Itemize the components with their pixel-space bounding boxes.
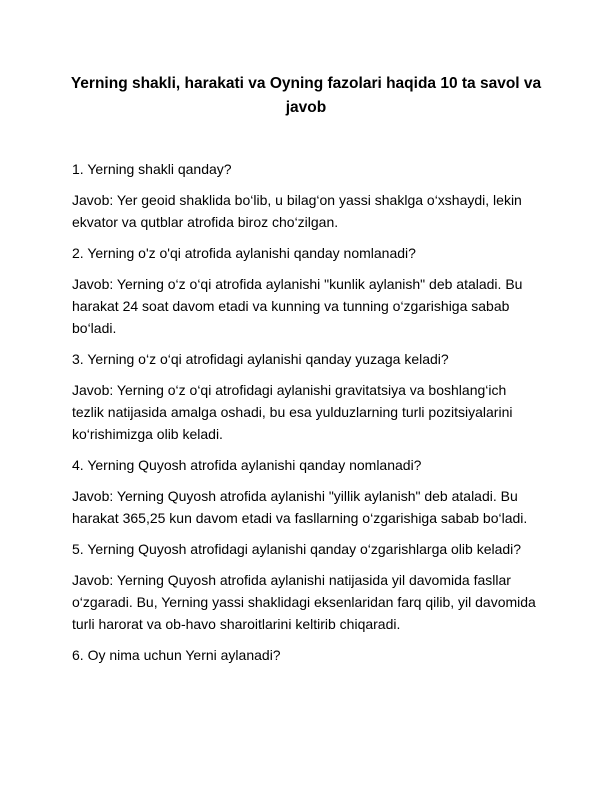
answer-5: Javob: Yerning Quyosh atrofida aylanishi natijasida yil davomida fasllar o‘zgaradi. Bu, Yerning yassi shaklidagi eksenlaridan farq qilib, yil davomida turli harorat va ob-havo sharoitlarini keltirib chiqaradi.	[72, 572, 536, 632]
question-1: 1. Yerning shakli qanday?	[72, 161, 232, 177]
answer-4: Javob: Yerning Quyosh atrofida aylanishi "yillik aylanish" deb ataladi. Bu harakat 365,25 kun davom etadi va fasllarning o‘zgarishiga sabab bo‘ladi.	[72, 488, 528, 526]
answer-1: Javob: Yer geoid shaklida bo‘lib, u bilag‘on yassi shaklga o‘xshaydi, lekin ekvator va qutblar atrofida biroz cho‘zilgan.	[72, 192, 522, 230]
document-title: Yerning shakli, harakati va Oyning fazolari haqida 10 ta savol va javob	[70, 75, 542, 116]
question-5: 5. Yerning Quyosh atrofidagi aylanishi qanday o‘zgarishlarga olib keladi?	[72, 541, 522, 557]
question-3: 3. Yerning o‘z o‘qi atrofidagi aylanishi qanday yuzaga keladi?	[72, 351, 449, 367]
question-4: 4. Yerning Quyosh atrofida aylanishi qanday nomlanadi?	[72, 457, 422, 473]
question-6: 6. Oy nima uchun Yerni aylanadi?	[72, 647, 281, 663]
answer-3: Javob: Yerning o‘z o‘qi atrofidagi aylanishi gravitatsiya va boshlang‘ich tezlik natijasida amalga oshadi, bu esa yulduzlarning turli pozitsiyalarini ko‘rishimizga olib keladi.	[72, 382, 513, 442]
question-2: 2. Yerning o'z o'qi atrofida aylanishi qanday nomlanadi?	[72, 245, 416, 261]
document-body	[72, 158, 542, 675]
answer-2: Javob: Yerning o‘z o‘qi atrofida aylanishi "kunlik aylanish" deb ataladi. Bu harakat 24 soat davom etadi va kunning va tunning o‘zgarishiga sabab bo‘ladi.	[72, 276, 523, 336]
